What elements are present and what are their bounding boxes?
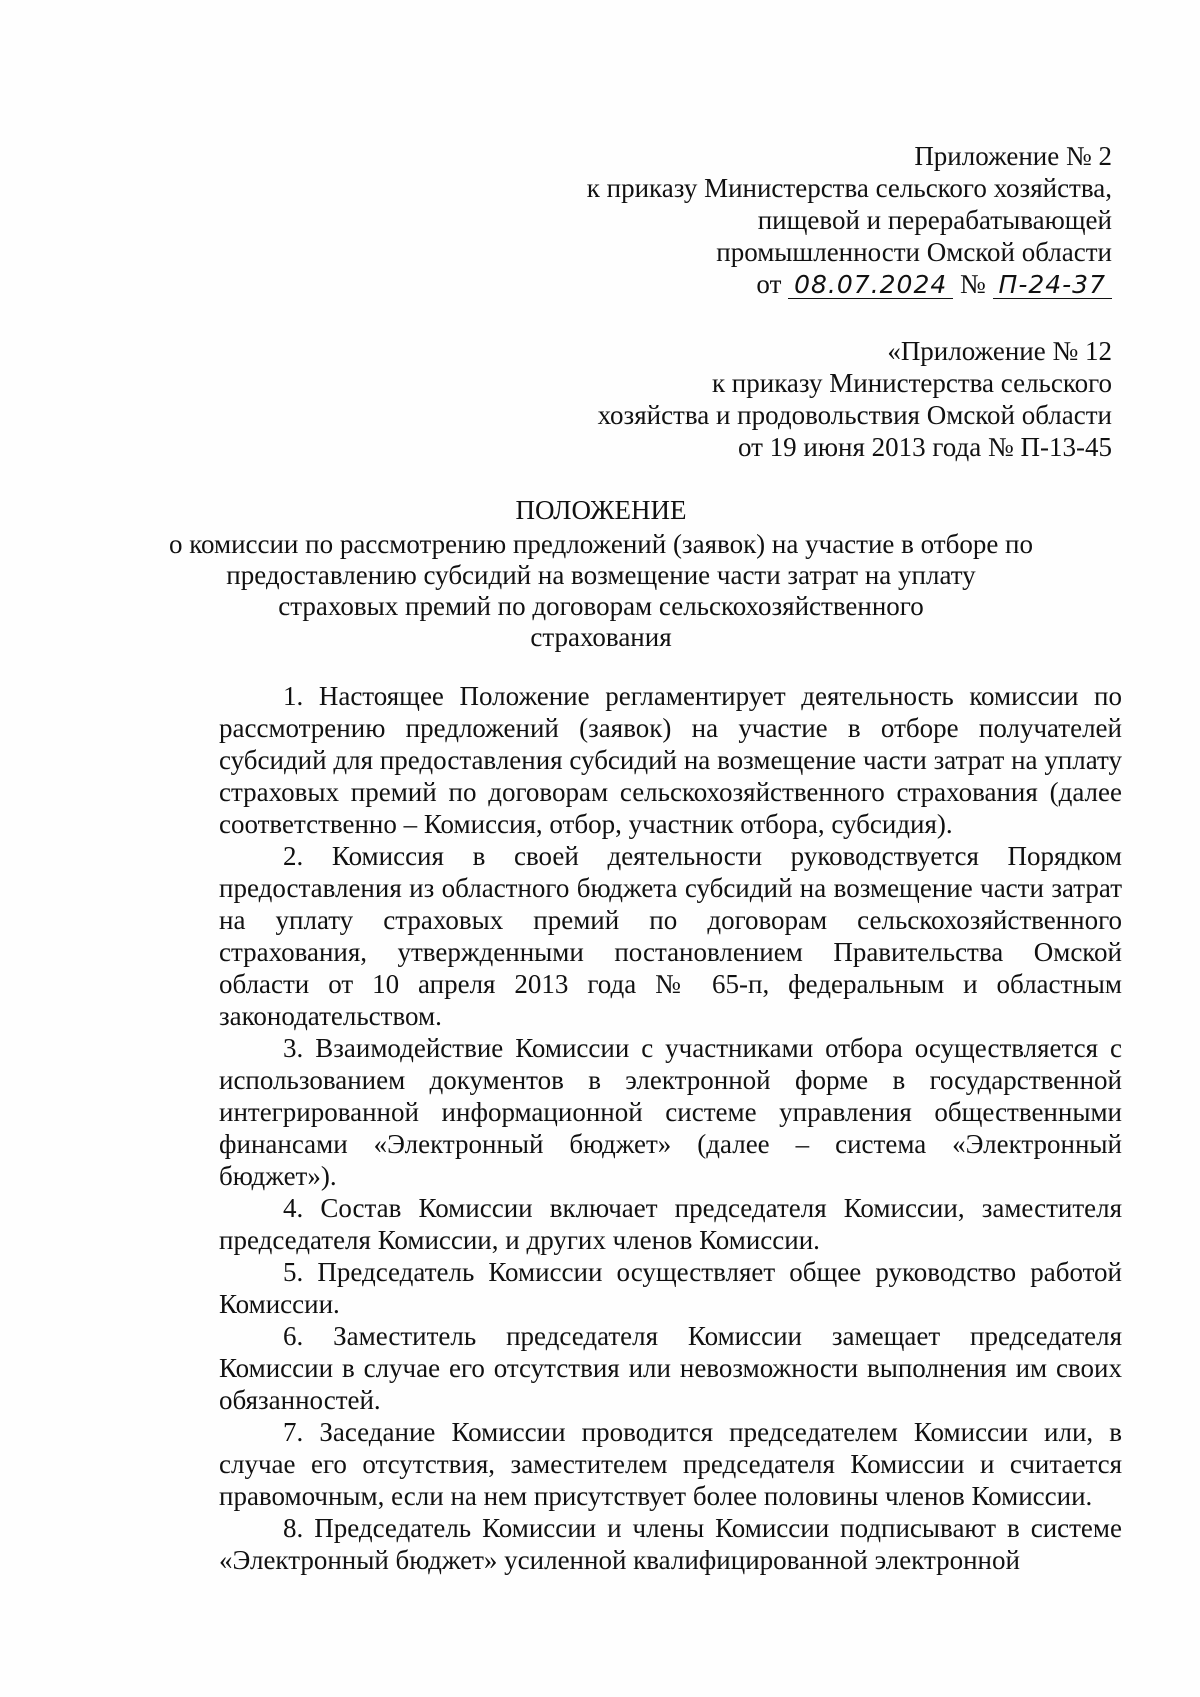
regulation-subtitle-line: о комиссии по рассмотрению предложений (заявок) на участие в отборе по — [169, 529, 1033, 559]
annex-2-date-number-line — [587, 268, 1112, 300]
number-label: № — [960, 269, 986, 299]
annex-12-date-line: от 19 июня 2013 года № П-13-45 — [737, 432, 1112, 462]
paragraph-6: 6. Заместитель председателя Комиссии замещает председателя Комиссии в случае его отсутствия или невозможности выполнения им своих обязанностей. — [219, 1321, 1122, 1415]
paragraph-7: 7. Заседание Комиссии проводится председателем Комиссии или, в случае его отсутствия, заместителем председателя Комиссии и считается правомочным, если на нем присутствует более половины членов Комиссии. — [219, 1417, 1122, 1511]
paragraph-8: 8. Председатель Комиссии и члены Комиссии подписывают в системе «Электронный бюджет» усиленной квалифицированной электронной — [219, 1513, 1122, 1575]
annex-2-ministry-line-3: промышленности Омской области — [716, 237, 1112, 267]
regulation-body — [219, 680, 1122, 1576]
annex-2-title: Приложение № 2 — [914, 141, 1112, 171]
annex-12-ministry-line-2: хозяйства и продовольствия Омской области — [597, 400, 1112, 430]
annex-2-ministry-line-1: к приказу Министерства сельского хозяйства, — [586, 173, 1112, 203]
paragraph-5: 5. Председатель Комиссии осуществляет общее руководство работой Комиссии. — [219, 1257, 1122, 1319]
annex-12-ministry-line-1: к приказу Министерства сельского — [711, 368, 1112, 398]
paragraph-3: 3. Взаимодействие Комиссии с участниками отбора осуществляется с использованием документов в электронной форме в государственной интегрированной информационной системе управления общественными финансами «Электронный бюджет» (далее – система «Электронный бюджет»). — [219, 1033, 1122, 1191]
regulation-heading: ПОЛОЖЕНИЕ — [515, 495, 687, 525]
regulation-title — [120, 495, 1082, 653]
paragraph-1: 1. Настоящее Положение регламентирует деятельность комиссии по рассмотрению предложений (заявок) на участие в отборе получателей субсидий для предоставления субсидий на возмещение части затрат на уплату страховых премий по договорам сельскохозяйственного страхования (далее соответственно – Комиссия, отбор, участник отбора, субсидия). — [219, 681, 1122, 839]
paragraph-4: 4. Состав Комиссии включает председателя Комиссии, заместителя председателя Комиссии, и других членов Комиссии. — [219, 1193, 1122, 1255]
handwritten-number: П-24-37 — [993, 272, 1112, 299]
paragraph-2: 2. Комиссия в своей деятельности руководствуется Порядком предоставления из областного бюджета субсидий на возмещение части затрат на уплату страховых премий по договорам сельскохозяйственного страхования, утвержденными постановлением Правительства Омской области от 10 апреля 2013 года № 65-п, федеральным и областным законодательством. — [219, 841, 1122, 1031]
annex-2-header — [587, 140, 1112, 300]
regulation-subtitle-line: страхования — [530, 622, 672, 652]
annex-2-ministry-line-2: пищевой и перерабатывающей — [757, 205, 1112, 235]
regulation-subtitle-line: предоставлению субсидий на возмещение части затрат на уплату — [226, 560, 976, 590]
annex-12-title: «Приложение № 12 — [887, 336, 1112, 366]
annex-12-header — [598, 335, 1112, 463]
handwritten-date: 08.07.2024 — [788, 272, 953, 299]
from-label: от — [756, 269, 782, 299]
regulation-subtitle-line: страховых премий по договорам сельскохозяйственного — [278, 591, 924, 621]
